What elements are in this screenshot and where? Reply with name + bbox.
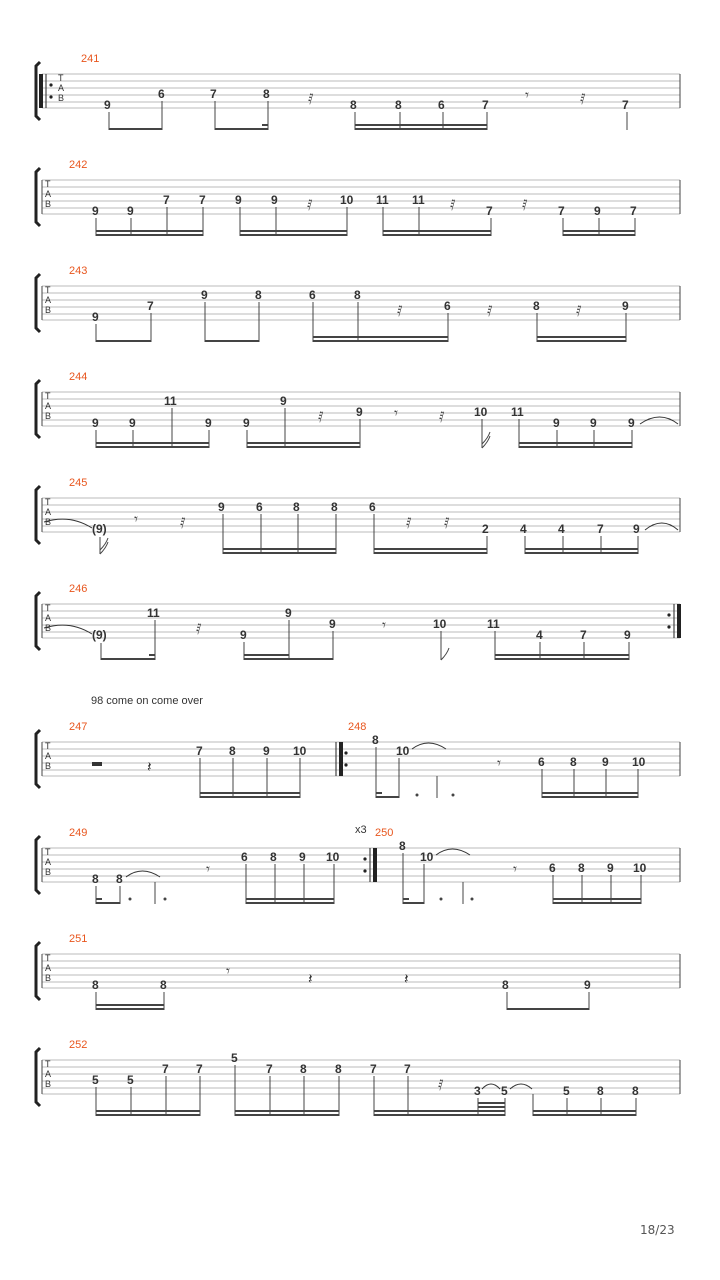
fret-note: 9 (594, 204, 601, 218)
rest: 𝅀 (487, 302, 493, 320)
tab-letter-a: A (45, 401, 52, 411)
fret-note: 8 (533, 299, 540, 313)
rest: 𝅀 (406, 514, 412, 532)
system-241 (36, 53, 680, 130)
fret-note: 8 (331, 500, 338, 514)
fret-note: 11 (412, 193, 425, 207)
rest: 𝄾 (394, 404, 398, 422)
tab-letter-b: B (45, 867, 52, 877)
fret-note: 8 (350, 98, 357, 112)
tab-letter-t: T (45, 285, 51, 295)
fret-note: 11 (511, 405, 524, 419)
fret-note: 7 (558, 204, 565, 218)
fret-note: 6 (309, 288, 316, 302)
rest: 𝅀 (397, 302, 403, 320)
fret-note: 7 (196, 744, 203, 758)
fret-note: 5 (92, 1073, 99, 1087)
fret-note: 5 (501, 1084, 508, 1098)
fret-note: 9 (201, 288, 208, 302)
fret-note: 9 (628, 416, 635, 430)
fret-note: 11 (164, 394, 177, 408)
fret-note: 6 (241, 850, 248, 864)
fret-note: 10 (396, 744, 410, 758)
tab-letter-b: B (45, 199, 52, 209)
fret-note: 8 (570, 755, 577, 769)
fret-note: (9) (92, 522, 107, 536)
fret-note: 8 (92, 978, 99, 992)
measure-number: 241 (81, 53, 100, 65)
system-244 (36, 371, 680, 448)
system-245 (36, 477, 680, 554)
fret-note: 9 (590, 416, 597, 430)
system-249-250 (36, 824, 680, 904)
rest: 𝅀 (522, 196, 528, 214)
fret-note: 11 (487, 617, 500, 631)
rest: 𝅀 (308, 90, 314, 108)
tab-letter-t: T (45, 603, 51, 613)
measure-number: 249 (69, 827, 88, 839)
tab-letter-a: A (45, 613, 52, 623)
rest: 𝅀 (318, 408, 324, 426)
fret-note: 8 (354, 288, 361, 302)
fret-note: 7 (597, 522, 604, 536)
fret-note: 9 (553, 416, 560, 430)
fret-note: 7 (622, 98, 629, 112)
fret-note: 8 (92, 872, 99, 886)
measure-number: 244 (69, 371, 88, 383)
tab-letter-b: B (58, 93, 65, 103)
repeat-count: x3 (355, 824, 367, 836)
fret-note: 7 (370, 1062, 377, 1076)
fret-note: 7 (580, 628, 587, 642)
fret-note: 7 (404, 1062, 411, 1076)
rest: 𝅀 (580, 90, 586, 108)
page-number: 18/23 (640, 1223, 675, 1237)
fret-note: 9 (205, 416, 212, 430)
fret-note: 6 (256, 500, 263, 514)
fret-note: 8 (335, 1062, 342, 1076)
tab-letter-a: A (45, 857, 52, 867)
fret-note: 6 (444, 299, 451, 313)
tab-letter-a: A (45, 963, 52, 973)
fret-note: 9 (104, 98, 111, 112)
tab-letter-b: B (45, 1079, 52, 1089)
rest: 𝄾 (206, 860, 210, 878)
rest: 𝅀 (438, 1076, 444, 1094)
fret-note: 8 (632, 1084, 639, 1098)
fret-note: 11 (147, 606, 160, 620)
fret-note: 8 (372, 733, 379, 747)
fret-note: 9 (240, 628, 247, 642)
tab-letter-a: A (58, 83, 65, 93)
tab-letter-a: A (45, 1069, 52, 1079)
fret-note: 7 (147, 299, 154, 313)
rest: 𝅀 (180, 514, 186, 532)
fret-note: (9) (92, 628, 107, 642)
fret-note: 7 (196, 1062, 203, 1076)
fret-note: 9 (92, 310, 99, 324)
rest: 𝅀 (439, 408, 445, 426)
tab-letter-b: B (45, 761, 52, 771)
fret-note: 7 (199, 193, 206, 207)
measure-number: 246 (69, 583, 88, 595)
fret-note: 11 (376, 193, 389, 207)
fret-note: 10 (474, 405, 488, 419)
system-251 (36, 933, 680, 1010)
fret-note: 9 (602, 755, 609, 769)
tab-letter-t: T (45, 1059, 51, 1069)
tab-letter-a: A (45, 751, 52, 761)
fret-note: 9 (271, 193, 278, 207)
tab-letter-b: B (45, 411, 52, 421)
fret-note: 8 (578, 861, 585, 875)
measure-number: 251 (69, 933, 88, 945)
fret-note: 8 (293, 500, 300, 514)
measure-number: 252 (69, 1039, 88, 1051)
tab-letter-b: B (45, 973, 52, 983)
fret-note: 8 (229, 744, 236, 758)
fret-note: 6 (438, 98, 445, 112)
lyric-text: 98 come on come over (91, 695, 203, 707)
fret-note: 5 (563, 1084, 570, 1098)
fret-note: 7 (482, 98, 489, 112)
fret-note: 7 (163, 193, 170, 207)
rest: 𝅀 (576, 302, 582, 320)
fret-note: 9 (299, 850, 306, 864)
fret-note: 10 (632, 755, 646, 769)
fret-note: 4 (520, 522, 527, 536)
measure-number: 248 (348, 721, 367, 733)
fret-note: 9 (92, 416, 99, 430)
system-252 (36, 1039, 680, 1116)
fret-note: 6 (538, 755, 545, 769)
fret-note: 8 (300, 1062, 307, 1076)
fret-note: 8 (597, 1084, 604, 1098)
tab-letter-a: A (45, 507, 52, 517)
fret-note: 9 (329, 617, 336, 631)
tab-letter-b: B (45, 517, 52, 527)
rest: 𝄾 (497, 754, 501, 772)
rest: 𝅀 (196, 620, 202, 638)
fret-note: 4 (536, 628, 543, 642)
fret-note: 8 (502, 978, 509, 992)
rest: 𝄽 (308, 970, 313, 988)
tab-letter-t: T (45, 179, 51, 189)
fret-note: 9 (622, 299, 629, 313)
tab-letter-a: A (45, 189, 52, 199)
fret-note: 9 (624, 628, 631, 642)
rest: 𝄾 (382, 616, 386, 634)
rest: 𝅀 (307, 196, 313, 214)
system-246 (36, 583, 681, 660)
fret-note: 9 (243, 416, 250, 430)
fret-note: 10 (293, 744, 307, 758)
fret-note: 7 (486, 204, 493, 218)
fret-note: 5 (127, 1073, 134, 1087)
fret-note: 10 (433, 617, 447, 631)
tab-letter-t: T (45, 847, 51, 857)
fret-note: 8 (399, 839, 406, 853)
fret-note: 8 (395, 98, 402, 112)
rest: 𝄾 (226, 962, 230, 980)
tab-letter-a: A (45, 295, 52, 305)
fret-note: 9 (607, 861, 614, 875)
rest: 𝄽 (147, 758, 152, 776)
fret-note: 10 (633, 861, 647, 875)
tab-letter-t: T (45, 497, 51, 507)
fret-note: 4 (558, 522, 565, 536)
fret-note: 8 (116, 872, 123, 886)
rest: 𝅀 (444, 514, 450, 532)
fret-note: 10 (420, 850, 434, 864)
fret-note: 9 (263, 744, 270, 758)
fret-note: 9 (280, 394, 287, 408)
tab-letter-t: T (45, 953, 51, 963)
fret-note: 2 (482, 522, 489, 536)
fret-note: 7 (630, 204, 637, 218)
fret-note: 8 (263, 87, 270, 101)
fret-note: 10 (340, 193, 354, 207)
rest: 𝄽 (404, 970, 409, 988)
tab-letter-t: T (58, 73, 64, 83)
fret-note: 9 (584, 978, 591, 992)
fret-note: 9 (285, 606, 292, 620)
fret-note: 10 (326, 850, 340, 864)
fret-note: 3 (474, 1084, 481, 1098)
fret-note: 6 (158, 87, 165, 101)
rest: 𝄾 (525, 86, 529, 104)
fret-note: 8 (160, 978, 167, 992)
fret-note: 9 (218, 500, 225, 514)
measure-number: 245 (69, 477, 88, 489)
fret-note: 9 (356, 405, 363, 419)
fret-note: 8 (270, 850, 277, 864)
fret-note: 9 (235, 193, 242, 207)
fret-note: 7 (162, 1062, 169, 1076)
measure-number: 242 (69, 159, 88, 171)
rest: 𝄾 (134, 510, 138, 528)
fret-note: 5 (231, 1051, 238, 1065)
fret-note: 7 (266, 1062, 273, 1076)
system-247-248 (36, 721, 680, 798)
tab-letter-b: B (45, 305, 52, 315)
fret-note: 6 (369, 500, 376, 514)
fret-note: 7 (210, 87, 217, 101)
fret-note: 6 (549, 861, 556, 875)
fret-note: 9 (633, 522, 640, 536)
fret-note: 9 (129, 416, 136, 430)
tab-letter-t: T (45, 391, 51, 401)
measure-number: 247 (69, 721, 88, 733)
fret-note: 9 (92, 204, 99, 218)
tab-letter-b: B (45, 623, 52, 633)
rest: 𝄾 (513, 860, 517, 878)
rest: 𝅀 (450, 196, 456, 214)
measure-number: 250 (375, 827, 394, 839)
system-243 (36, 265, 680, 342)
system-242 (36, 159, 680, 236)
measure-number: 243 (69, 265, 88, 277)
tab-letter-t: T (45, 741, 51, 751)
fret-note: 9 (127, 204, 134, 218)
fret-note: 8 (255, 288, 262, 302)
